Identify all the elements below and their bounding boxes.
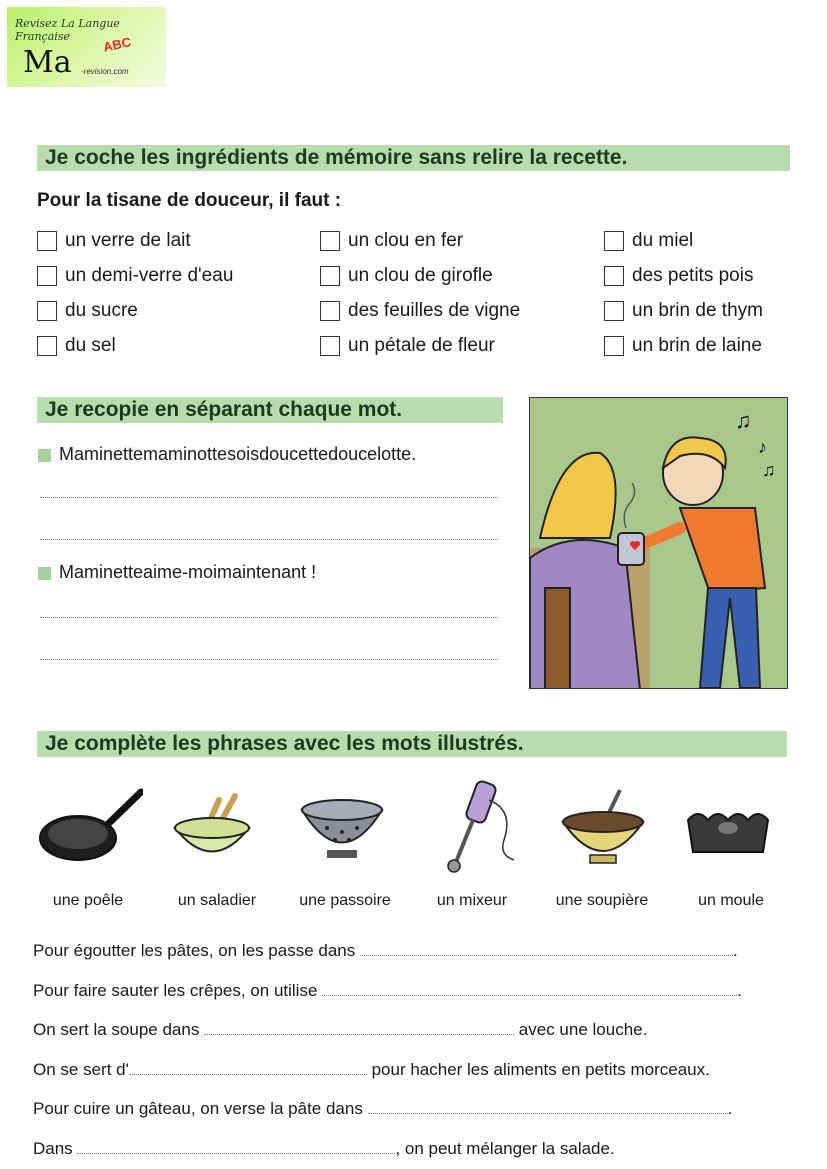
colander-icon — [282, 780, 402, 875]
checkbox[interactable] — [604, 301, 624, 321]
salad-bowl-icon — [152, 780, 272, 875]
sentence-5: Pour cuire un gâteau, on verse la pâte dans . — [33, 1099, 733, 1118]
utensil-label: une soupière — [555, 892, 649, 909]
answer-line[interactable] — [40, 659, 498, 660]
copy-item-2: Maminetteaime-moimaintenant ! — [59, 562, 317, 582]
logo-abc: ABC — [101, 34, 133, 55]
section3-title: Je complète les phrases avec les mots illustrés. — [37, 731, 787, 757]
option-col2-4[interactable]: un pétale de fleur — [320, 334, 495, 358]
blank-field[interactable] — [204, 1034, 514, 1035]
sentence-6: Dans , on peut mélanger la salade. — [33, 1139, 615, 1158]
illustration — [529, 397, 788, 689]
checkbox[interactable] — [320, 336, 340, 356]
checkbox[interactable] — [320, 266, 340, 286]
option-col2-3[interactable]: des feuilles de vigne — [320, 299, 520, 323]
option-col1-1[interactable]: un verre de lait — [37, 229, 191, 253]
logo-tagline: Revisez La Langue Française — [15, 17, 120, 43]
utensil-label: un mixeur — [436, 892, 508, 909]
sentence-3: On sert la soupe dans avec une louche. — [33, 1020, 648, 1039]
blank-field[interactable] — [322, 995, 737, 996]
checkbox[interactable] — [37, 231, 57, 251]
checkbox[interactable] — [604, 336, 624, 356]
logo-brand: Ma — [23, 45, 72, 80]
checkbox[interactable] — [37, 336, 57, 356]
pan-icon — [28, 780, 148, 875]
option-col3-4[interactable]: un brin de laine — [604, 334, 762, 358]
soup-tureen-icon — [543, 780, 663, 875]
copy-item-1: Maminettemaminottesoisdoucettedoucelotte. — [59, 444, 417, 464]
svg-text:♪: ♪ — [758, 437, 767, 457]
checkbox[interactable] — [37, 266, 57, 286]
cake-mold-icon — [668, 780, 788, 875]
utensil-label: un saladier — [177, 892, 257, 909]
sentence-4: On se sert d' pour hacher les aliments en petits morceaux. — [33, 1060, 710, 1079]
utensil-label: une passoire — [299, 892, 391, 909]
svg-text:♫: ♫ — [762, 460, 776, 480]
option-col1-3[interactable]: du sucre — [37, 299, 138, 323]
blank-field[interactable] — [77, 1153, 395, 1154]
site-logo — [7, 7, 166, 87]
option-col1-2[interactable]: un demi-verre d'eau — [37, 264, 233, 288]
utensil-label: une poêle — [52, 892, 124, 909]
mixer-icon — [416, 780, 536, 875]
option-col3-1[interactable]: du miel — [604, 229, 693, 253]
section1-lead: Pour la tisane de douceur, il faut : — [37, 190, 342, 211]
sentence-2: Pour faire sauter les crêpes, on utilise . — [33, 981, 742, 1000]
answer-line[interactable] — [40, 539, 498, 540]
bullet-icon — [38, 449, 51, 462]
option-col2-2[interactable]: un clou de girofle — [320, 264, 493, 288]
checkbox[interactable] — [37, 301, 57, 321]
bullet-icon — [38, 567, 51, 580]
answer-line[interactable] — [40, 617, 498, 618]
option-col3-2[interactable]: des petits pois — [604, 264, 753, 288]
checkbox[interactable] — [320, 301, 340, 321]
blank-field[interactable] — [368, 1113, 728, 1114]
option-col1-4[interactable]: du sel — [37, 334, 116, 358]
checkbox[interactable] — [604, 231, 624, 251]
answer-line[interactable] — [40, 497, 498, 498]
logo-site: -revision.com — [81, 67, 129, 76]
option-col3-3[interactable]: un brin de thym — [604, 299, 763, 323]
blank-field[interactable] — [129, 1074, 367, 1075]
blank-field[interactable] — [360, 955, 733, 956]
sentence-1: Pour égoutter les pâtes, on les passe dans . — [33, 941, 738, 960]
utensil-label: un moule — [698, 892, 764, 909]
checkbox[interactable] — [320, 231, 340, 251]
section2-title: Je recopie en séparant chaque mot. — [37, 397, 503, 423]
svg-text:♫: ♫ — [735, 408, 752, 433]
section1-title: Je coche les ingrédients de mémoire sans relire la recette. — [37, 145, 790, 171]
checkbox[interactable] — [604, 266, 624, 286]
option-col2-1[interactable]: un clou en fer — [320, 229, 463, 253]
illustration-drawing — [530, 398, 788, 689]
